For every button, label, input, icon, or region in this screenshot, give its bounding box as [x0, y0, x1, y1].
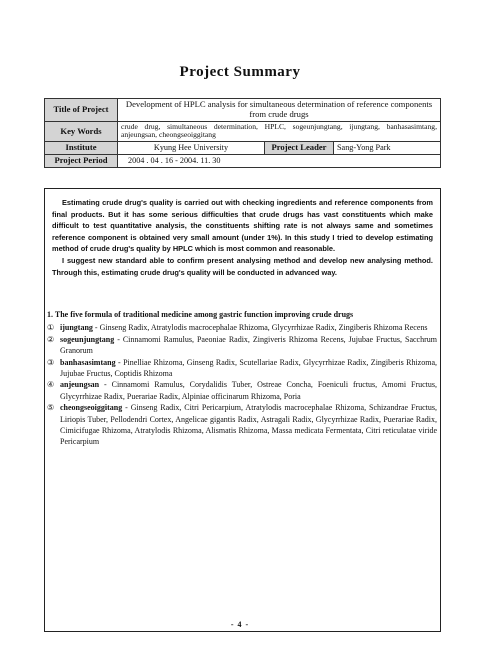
- formula-name: banhasasimtang: [60, 357, 116, 367]
- formula-item: [47, 322, 437, 333]
- item-body: [60, 357, 437, 380]
- formula-ingredients: - Ginseng Radix, Atratylodis macrocephalae Rhizoma, Glycyrrhizae Radix, Zingiberis Rhizoma Recens: [92, 323, 428, 333]
- formula-ingredients: - Cinnamomi Ramulus, Corydalidis Tuber, Ostreae Concha, Foeniculi fructus, Amomi Fructus, Glycyrrhizae Radix, Puerariae Radix, Alpiniae officinarum Rhizoma, Poria: [60, 380, 437, 401]
- formula-item: [47, 357, 437, 380]
- institute-label: Institute: [45, 142, 118, 155]
- institute-row: [45, 142, 441, 155]
- item-body: [60, 334, 437, 357]
- formula-name: cheongseoiggitang: [60, 403, 123, 413]
- period-row: [45, 155, 441, 168]
- abstract-paragraph-2: I suggest new standard able to confirm present analysing method and develop new analysing method. Through this, estimating crude drug's quality will be conducted in advanced way.: [52, 255, 433, 277]
- formula-name: ijungtang: [60, 323, 93, 333]
- project-period-value: 2004 . 04 . 16 - 2004. 11. 30: [118, 155, 441, 168]
- formula-item: [47, 334, 437, 357]
- key-words-label: Key Words: [45, 121, 118, 141]
- institute-value: Kyung Hee University: [118, 142, 265, 155]
- project-info-table: [44, 98, 441, 168]
- page-number: - 4 -: [230, 620, 250, 629]
- formula-ingredients: - Cinnamomi Ramulus, Paeoniae Radix, Zingiveris Rhizoma Recens, Jujubae Fructus, Sacchrum Granorum: [60, 334, 437, 356]
- formula-ingredients: - Pinelliae Rhizoma, Ginseng Radix, Scutellariae Radix, Glycyrrhizae Radix, Zingiberis Rhizoma, Jujubae Fructus, Coptidis Rhizoma: [60, 357, 437, 379]
- project-leader-value: Sang-Yong Park: [334, 142, 441, 155]
- item-body: [60, 379, 437, 402]
- formula-item: [47, 379, 437, 402]
- project-leader-label: Project Leader: [265, 142, 334, 155]
- item-number: ③: [47, 357, 55, 367]
- formula-heading: 1. The five formula of traditional medicine among gastric function improving crude drugs: [47, 310, 354, 319]
- abstract-paragraph-1: Estimating crude drug's quality is carried out with checking ingredients and reference components from final products. But it has some serious difficulties that crude drugs has vast constituents which make difficult to test quantitative analysis, the constituents shifting rate is not always same and sometimes reference component is obtained very small amount (under 1%). In this study I tried to develop estimating method of crude drug's quality by HPLC which is most common and reasonable.: [52, 198, 433, 254]
- title-of-project-label: Title of Project: [45, 99, 118, 122]
- item-body: [60, 322, 437, 333]
- page-title: Project Summary: [179, 64, 301, 80]
- title-of-project-value: Development of HPLC analysis for simultaneous determination of reference components from crude drugs: [118, 99, 441, 122]
- item-number: ⑤: [47, 403, 55, 413]
- formula-name: sogeunjungtang: [60, 334, 115, 344]
- item-number: ④: [47, 380, 55, 390]
- item-number: ②: [47, 334, 55, 344]
- keywords-row: [45, 121, 441, 141]
- project-period-label: Project Period: [45, 155, 118, 168]
- formula-section: [47, 309, 437, 448]
- abstract: [52, 197, 433, 278]
- item-number: ①: [47, 323, 55, 333]
- formula-name: anjeungsan: [60, 380, 100, 390]
- item-body: [60, 402, 437, 448]
- formula-item: [47, 402, 437, 448]
- formula-ingredients: - Ginseng Radix, Citri Pericarpium, Atratylodis macrocephalae Rhizoma, Schizandrae Fructus, Liriopis Tuber, Pellodendri Cortex, Angelicae gigantis Radix, Astragali Radix, Glycyrrhizae Radix, Puerariae Radix, Cimicifugae Rhizoma, Atratylodis Rhizoma, Alismatis Rhizoma, Massa medicata Fermentata, Citri reticulatae viride Pericarpium: [60, 403, 437, 447]
- title-row: [45, 99, 441, 122]
- key-words-value: crude drug, simultaneous determination, HPLC, sogeunjungtang, ijungtang, banhasasimtang, anjeungsan, cheongseoiggitang: [118, 121, 441, 141]
